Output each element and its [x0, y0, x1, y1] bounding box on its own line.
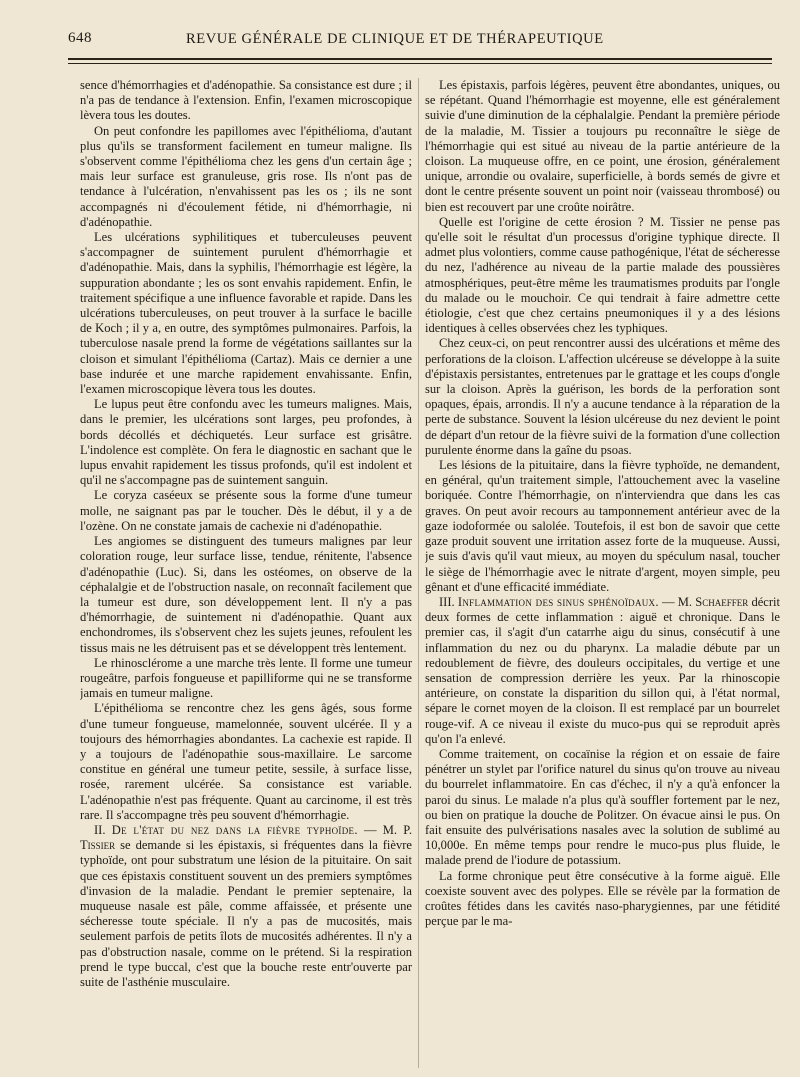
section-body: se demande si les épistaxis, si fréquentes dans la fièvre typhoïde, ont pour substratum une lésion de la pituitaire. On sait que ces épistaxis constituent souvent un des premiers symptômes d'invasion de la maladie. Pendant le premier septenaire, la muqueuse nasale est pâle, comme affaissée, et présente une sécheresse toute spéciale. Il n'y a pas de mucosités, mais seulement parfois de petits îlots de mucosités adhérentes. Il n'y a pas d'obstruction nasale, comme on le prétend. Si la respiration prend le type buccal, c'est que la bouche reste entr'ouverte par suite de l'asthénie musculaire. [80, 838, 412, 989]
paragraph: Les ulcérations syphilitiques et tuberculeuses peuvent s'accompagner de suintement purulent d'hémorrhagie et d'adénopathie. Mais, dans la syphilis, l'hémorrhagie est légère, la suppuration abondante ; les os sont envahis rapidement. Enfin, le traitement spécifique a une influence favorable et rapide. Dans les ulcérations tuberculeuses, on peut trouver à la surface le bacille de Koch ; il y a, en outre, des symptômes pulmonaires. Parfois, la tuberculose nasale prend la forme de végétations saillantes sur la cloison et simulant l'épithélioma (Cartaz). Mais ce dernier a une base indurée et une marche rapidement envahissante. Enfin, l'examen microscopique lèvera tous les doutes. [80, 230, 412, 397]
paragraph: Les angiomes se distinguent des tumeurs malignes par leur coloration rouge, leur surface lisse, tendue, rénitente, l'absence d'adénopathie (Luc). Si, dans les ostéomes, on observe de la céphalalgie et de l'obstruction nasale, on reconnaît facilement que la tumeur est dure, son développement lent. Il n'y a pas d'hémorrhagie, de suintement ni d'adénopathie. Quant aux enchondromes, ils s'observent chez les sujets jeunes, refoulent les tissus mais ne les détruisent pas et se développent très lentement. [80, 534, 412, 655]
paragraph: Les épistaxis, parfois légères, peuvent être abondantes, uniques, ou se répétant. Quand l'hémorrhagie est moyenne, elle est généralement suivie d'une diminution de la céphalalgie. Pendant la première période de la maladie, M. Tissier a toujours pu reconnaître le siège de l'hémorrhagie qui est situé au niveau de la partie antérieure de la cloison. La muqueuse offre, en ce point, une érosion, généralement unique, arrondie ou ovalaire, superficielle, à bords semés de givre et dont le centre présente souvent un point noir (vaisseau thrombosé) ou bien est recouvert par une croûte noirâtre. [425, 78, 780, 214]
section-number: II. [94, 822, 106, 837]
paragraph: On peut confondre les papillomes avec l'épithélioma, d'autant plus qu'ils se transforment facilement en tumeur maligne. Ils s'observent comme l'épithélioma chez les gens d'un certain âge ; mais leur surface est granuleuse, gris rose. Ils n'ont pas de tendance à l'ulcération, n'envahissent pas les os ; ils ne sont accompagnés ni d'écoulement fétide, ni d'hémorrhagie, ni d'adénopathie. [80, 123, 412, 229]
author-name: Tissier [80, 838, 116, 853]
section-body: décrit deux formes de cette inflammation : aiguë et chronique. Dans le premier cas, il s'agit d'un catarrhe aigu du sinus, consécutif à une inflammation du nez ou du pharynx. La maladie débute par un redoublement de fièvre, des douleurs occipitales, du vertige et une sensation de compression derrière les yeux. Par la rhinoscopie antérieure, on constate la disparition du sillon qui, à l'état normal, sépare le cornet moyen de la cloison. Il est remplacé par un bourrelet rouge-vif. A ce niveau il existe du muco-pus qui se reproduit après qu'on l'a enlevé. [425, 594, 780, 746]
paragraph: sence d'hémorrhagies et d'adénopathie. Sa consistance est dure ; il n'a pas de tendance à l'extension. Enfin, l'examen microscopique lèvera tous les doutes. [80, 78, 412, 123]
section-number: III. [439, 594, 455, 609]
paragraph: La forme chronique peut être consécutive à la forme aiguë. Elle coexiste souvent avec des polypes. Elle se révèle par la formation de croûtes fétides dans les cavités naso-pharygiennes, par une fétidité perçue par le ma- [425, 868, 780, 929]
column-divider [418, 78, 419, 1068]
paragraph: Les lésions de la pituitaire, dans la fièvre typhoïde, ne demandent, en général, qu'un traitement simple, l'attouchement avec la vaseline boriquée. Contre l'hémorrhagie, on n'interviendra que dans les cas graves. On peut avoir recours au tamponnement antérieur avec de la gaze iodoformée ou salolée. Toutefois, il est bon de savoir que cette gaze produit souvent une irritation assez forte de la muqueuse. Aussi, je suis d'avis qu'il vaut mieux, au moyen du spéculum nasal, toucher le siège de l'hémorrhagie avec le nitrate d'argent, moyen simple, peu gênant et d'une efficacité immédiate. [425, 458, 780, 594]
header-rule-thin [68, 63, 772, 64]
section-iii [425, 595, 780, 747]
paragraph: Quelle est l'origine de cette érosion ? M. Tissier ne pense pas qu'elle soit le résultat d'un processus d'origine typhique directe. Il admet plus volontiers, comme cause pathogénique, l'état de sécheresse du nez, l'adhérence au niveau de la partie malade des poussières atmosphériques, peut-être même les traumatismes produits par l'ongle du malade ou le mouchoir. Ce qui tendrait à faire admettre cette étiologie, c'est que chez certains pneumoniques il y a des lésions identiques à celles observées chez les typhiques. [425, 214, 780, 336]
paragraph: Le lupus peut être confondu avec les tumeurs malignes. Mais, dans le premier, les ulcérations sont larges, peu profondes, à bords décollés et déchiquetés. Leur surface est grisâtre. L'indolence est complète. On fera le diagnostic en sachant que le lupus envahit rapidement les tissus profonds, qu'il est indolent et qu'il ne s'accompagne pas de suintement sanguin. [80, 397, 412, 488]
section-title: Inflammation des sinus sphénoïdaux. [457, 594, 659, 609]
author-name: Schaeffer [695, 594, 749, 609]
right-column [425, 78, 780, 1068]
left-column [80, 78, 412, 1068]
paragraph: Le coryza caséeux se présente sous la forme d'une tumeur molle, ne saignant pas par le toucher. Dès le début, il y a de l'ozène. On ne constate jamais de cachexie ni d'adénopathie. [80, 488, 412, 533]
running-title: REVUE GÉNÉRALE DE CLINIQUE ET DE THÉRAPEUTIQUE [186, 31, 604, 47]
section-ii [80, 823, 412, 990]
running-header [68, 26, 764, 50]
author-prefix: — M. [662, 594, 693, 609]
paragraph: Le rhinosclérome a une marche très lente. Il forme une tumeur rougeâtre, parfois fongueuse et papilliforme qui ne se transforme jamais en tumeur maligne. [80, 655, 412, 701]
header-rule [68, 58, 772, 60]
paragraph: Comme traitement, on cocaïnise la région et on essaie de faire pénétrer un stylet par l'orifice naturel du sinus qu'on trouve au niveau du bourrelet inflammatoire. En cas d'échec, il n'y a qu'à enfoncer la paroi du sinus. Le malade n'a plus qu'à souffler fortement par le nez, ou bien on pratique la douche de Politzer. On évacue ainsi le pus. On fait ensuite des pulvérisations nasales avec la solution de sublimé au 10,000e. En même temps pour rendre le muco-pus plus fluide, le malade prend de l'iodure de potassium. [425, 746, 780, 868]
page-number: 648 [68, 30, 92, 46]
author-prefix: — M. P. [363, 822, 412, 837]
paragraph: Chez ceux-ci, on peut rencontrer aussi des ulcérations et même des perforations de la cloison. L'affection ulcéreuse se développe à la suite d'épistaxis persistantes, entretenues par le grattage et les coups d'ongle sur la cloison. Après la guérison, les bords de la perforation sont opaques, épais, arrondis. Il n'y a aucune tendance à la réparation de la perte de substance. Souvent la lésion ulcéreuse du nez devient le point de départ d'un retour de la fièvre suivi de la formation d'une collection purulente énorme dans la gaîne du psoas. [425, 336, 780, 457]
paragraph: L'épithélioma se rencontre chez les gens âgés, sous forme d'une tumeur fongueuse, mamelonnée, souvent ulcérée. Il y a toujours des hémorrhagies abondantes. La cachexie est rapide. Il y a toujours de l'adénopathie sous-maxillaire. Le sarcome constitue en général une tumeur petite, sessile, à surface lisse, rosée, rarement ulcérée. Sa consistance est variable. L'adénopathie n'est pas fréquente. Quant au carcinome, il est très rare. Il s'accompagne très peu souvent d'hémorrhagie. [80, 701, 412, 822]
section-title: De l'état du nez dans la fièvre typhoïde. [111, 822, 358, 837]
